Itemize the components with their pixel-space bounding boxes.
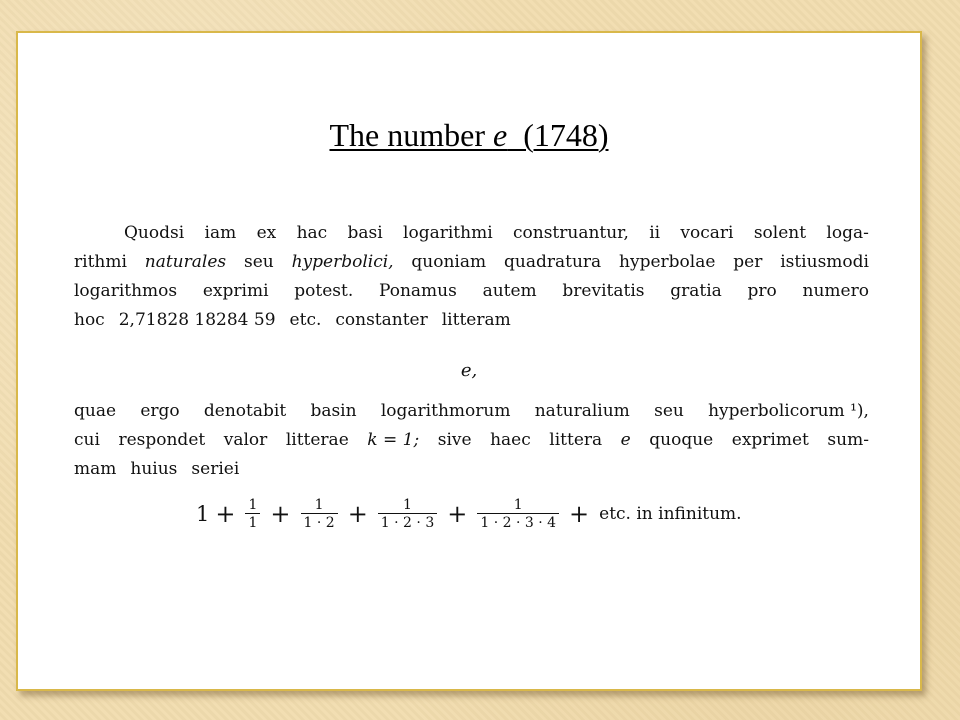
formula-tail: etc. in infinitum. — [599, 504, 742, 524]
fraction: $\frac{1}{1 \cdot 2 \cdot 3}$ — [378, 497, 437, 531]
series-formula — [196, 497, 742, 531]
plus-sign: + — [270, 500, 291, 528]
slide — [16, 31, 922, 691]
text-line: Quodsi iam ex hac basi logarithmi construantur, ii vocari solent loga- — [124, 223, 869, 243]
text-line: quae ergo denotabit basin logarithmorum naturalium seu hyperbolicorum ¹), — [74, 401, 869, 421]
formula-lead: 1 — [196, 502, 210, 526]
euler-text-paragraph-2 — [74, 397, 869, 484]
euler-text-paragraph-1 — [74, 219, 869, 335]
text-line: hoc 2,71828 18284 59 etc. constanter litteram — [74, 310, 511, 330]
fraction: $\frac{1}{1 \cdot 2}$ — [301, 497, 338, 531]
center-symbol-e: e, — [460, 360, 478, 381]
plus-sign: + — [447, 500, 468, 528]
text-line: mam huius seriei — [74, 459, 240, 479]
fraction: $\frac{1}{1}$ — [245, 497, 260, 531]
fraction: $\frac{1}{1 \cdot 2 \cdot 3 \cdot 4}$ — [477, 497, 559, 531]
plus-sign: + — [569, 500, 590, 528]
plus-sign: + — [347, 500, 368, 528]
text-line: logarithmos exprimi potest. Ponamus autem brevitatis gratia pro numero — [74, 281, 869, 301]
text-line: cui respondet valor litterae k = 1; sive haec littera e quoque exprimet sum- — [74, 430, 869, 450]
slide-title: The number e (1748) — [329, 117, 609, 153]
text-line: rithmi naturales seu hyperbolici, quoniam quadratura hyperbolae per istiusmodi — [74, 252, 869, 272]
plus-sign: + — [215, 500, 236, 528]
